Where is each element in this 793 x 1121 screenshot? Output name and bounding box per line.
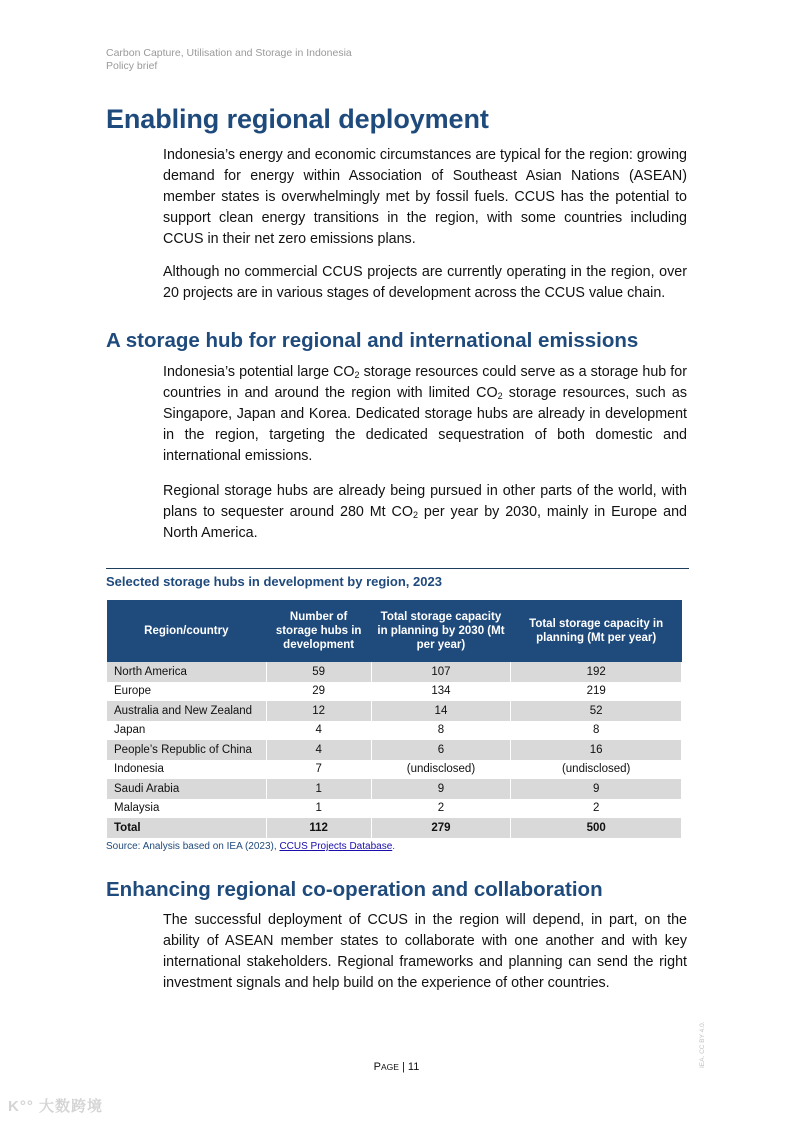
table-row: Malaysia 1 2 2 <box>107 799 682 819</box>
table-title: Selected storage hubs in development by region, 2023 <box>106 574 442 589</box>
ccus-database-link[interactable]: CCUS Projects Database <box>279 841 393 852</box>
column-header: Region/country <box>107 600 267 662</box>
table-total-row: Total 112 279 500 <box>107 818 682 838</box>
table-row: Japan 4 8 8 <box>107 721 682 741</box>
paragraph: Indonesia’s potential large $CO_2$ storage resources could serve as a storage hub for countries in and around the region with limited $CO_2$ storage resources, such as Singapore, Japan and Korea. Dedicated storage hubs are already in development in the region, targeting the dedicated sequestration of both domestic and international emissions. <box>163 364 687 464</box>
table-row: People’s Republic of China 4 6 16 <box>107 740 682 760</box>
section-heading-storage-hub: A storage hub for regional and international emissions <box>106 329 639 352</box>
column-header: Number of storage hubs in development <box>266 600 371 662</box>
section-heading-cooperation: Enhancing regional co-operation and collaboration <box>106 878 603 901</box>
page-number: PAGE | 11 <box>373 1061 420 1073</box>
table-source-note: Source: Analysis based on IEA (2023), CCUS Projects Database. <box>106 841 396 852</box>
paragraph: Regional storage hubs are already being pursued in other parts of the world, with plans to sequester around 280 Mt $CO_2$ per year by 2030, mainly in Europe and North America. <box>163 483 688 541</box>
section-heading-enabling-deployment: Enabling regional deployment <box>106 104 489 134</box>
paragraph: Although no commercial CCUS projects are currently operating in the region, over 20 projects are in various stages of development across the CCUS value chain. <box>163 264 687 301</box>
report-subtitle: Policy brief <box>106 60 158 72</box>
storage-hubs-table <box>106 600 682 838</box>
watermark-logo: K°° 大数跨境 <box>8 1098 103 1115</box>
table-row: North America 59 107 192 <box>107 662 682 682</box>
paragraph: The successful deployment of CCUS in the region will depend, in part, on the ability of ASEAN member states to collaborate with one another and with key international stakeholders. Regional frameworks and planning can send the right investment signals and help build on the experience of other countries. <box>163 912 687 991</box>
column-header: Total storage capacity in planning (Mt per year) <box>511 600 682 662</box>
running-header <box>106 47 352 73</box>
table-row: Australia and New Zealand 12 14 52 <box>107 701 682 721</box>
column-header: Total storage capacity in planning by 2030 (Mt per year) <box>371 600 511 662</box>
table-row: Saudi Arabia 1 9 9 <box>107 779 682 799</box>
table-row: Europe 29 134 219 <box>107 682 682 702</box>
table-header-row <box>107 600 682 662</box>
paragraph: Indonesia’s energy and economic circumstances are typical for the region: growing demand for energy within Association of Southeast Asian Nations (ASEAN) member states is overwhelmingly met by fossil fuels. CCUS has the potential to support clean energy transitions in the region, with some countries including CCUS in their net zero emissions plans. <box>163 147 687 247</box>
table-row: Indonesia 7 (undisclosed) (undisclosed) <box>107 760 682 780</box>
license-note: IEA. CC BY 4.0. <box>699 1021 706 1068</box>
report-title: Carbon Capture, Utilisation and Storage in Indonesia <box>106 47 352 59</box>
divider <box>106 568 689 569</box>
